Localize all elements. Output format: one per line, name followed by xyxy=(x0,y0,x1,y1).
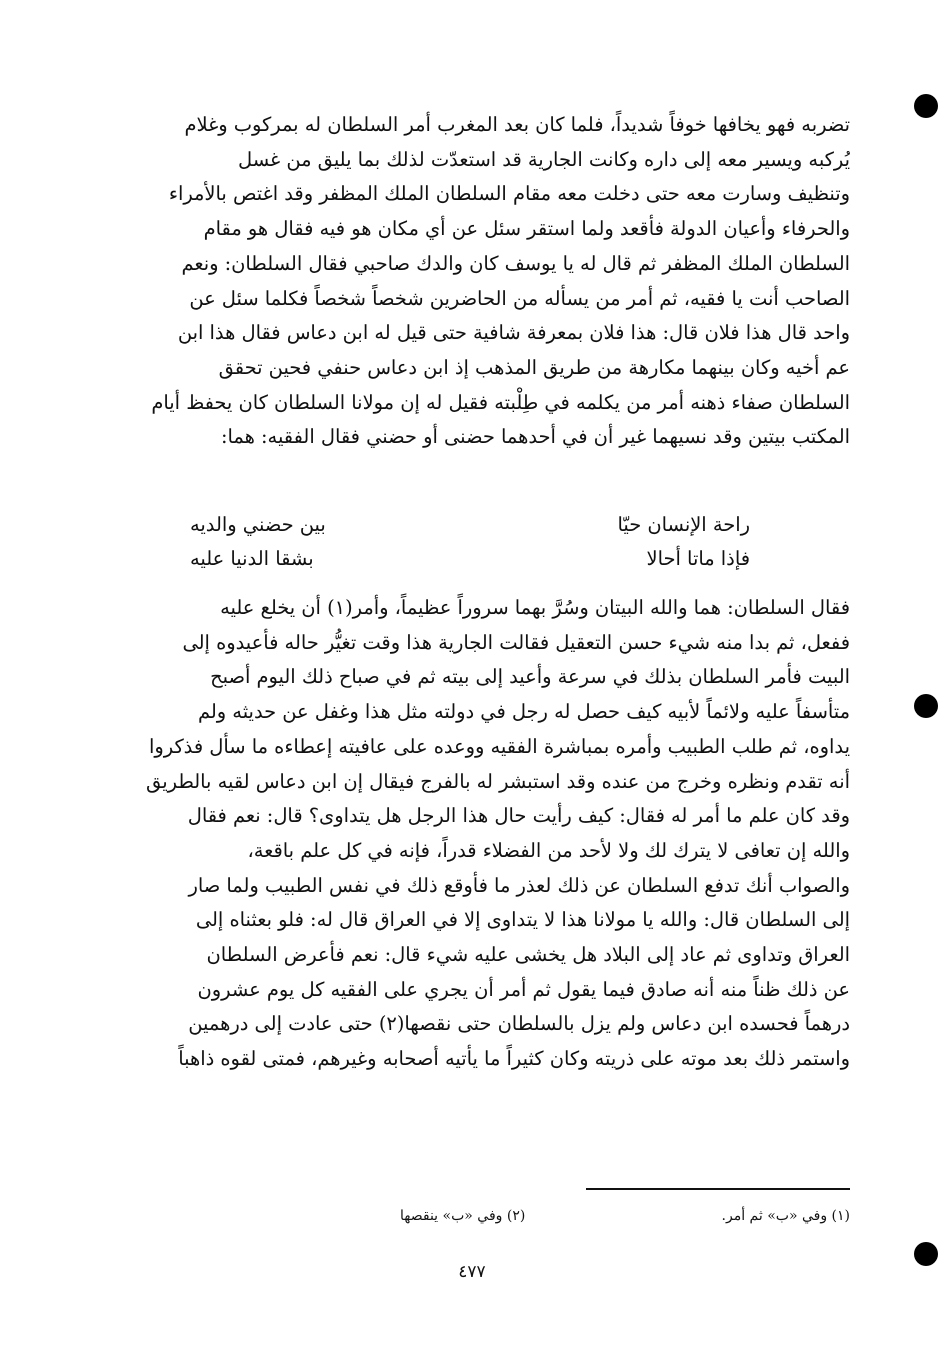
text-line: والحرفاء وأعيان الدولة فأقعد ولما استقر سئل عن أي مكان هو فيه فقال هو مقام xyxy=(203,217,850,241)
verse-second-hemistich: بين حضني والديه xyxy=(190,513,326,536)
verse-first-hemistich: فإذا ماتا أحالا xyxy=(646,547,750,570)
punch-hole-middle xyxy=(914,694,938,718)
punch-hole-top xyxy=(914,94,938,118)
footnotes xyxy=(400,1208,850,1224)
text-line: المكتب بيتين وقد نسيهما غير أن في أحدهما حضنى أو حضني فقال الفقيه: هما: xyxy=(220,425,850,449)
text-line: وقد كان علم ما أمر له فقال: كيف رأيت حال هذا الرجل هل يتداوى؟ قال: نعم فقال xyxy=(187,804,850,828)
poem-verse xyxy=(190,542,750,576)
footnote-2: (٢) وفي «ب» ينقصها xyxy=(400,1208,526,1224)
text-line: يداوه، ثم طلب الطبيب وأمره بمباشرة الفقيه ووعده على عافيته إعطاءه ما سأل فذكروا xyxy=(149,734,850,758)
text-line: السلطان صفاء ذهنه أمر من يكلمه في طِلْبته فقيل له إن مولانا السلطان كان يحفظ أيام xyxy=(151,390,850,414)
text-line: والله إن تعافى لا يترك لك ولا لأحد من الفضلاء قدراً، فإنه في كل علم باقعة، xyxy=(247,838,850,862)
poem-verses xyxy=(190,508,750,576)
text-line: العراق وتداوى ثم عاد إلى البلاد هل يخشى عليه شيء قال: نعم فأعرض السلطان xyxy=(206,943,850,967)
verse-first-hemistich: راحة الإنسان حيّا xyxy=(617,513,750,536)
text-line: الصاحب أنت يا فقيه، ثم أمر من يسأله من الحاضرين شخصاً شخصاً فكلما سئل عن xyxy=(189,286,850,310)
text-line: أنه تقدم ونظره وخرج من عنده وقد استبشر له بالفرج فيقال إن ابن دعاس لقيه بالطريق xyxy=(146,769,850,793)
text-line: متأسفاً عليه ولائماً لأبيه كيف حصل له رجل في دولته مثل هذا وغفل عن حديثه ولم xyxy=(197,700,850,724)
poem-verse xyxy=(190,508,750,542)
page-number: ٤٧٧ xyxy=(458,1262,486,1282)
text-line: وتنظيف وسارت معه حتى دخلت معه مقام السلطان الملك المظفر وقد اغتص بالأمراء xyxy=(168,182,850,206)
text-line: درهماً فحسده ابن دعاس ولم يزل بالسلطان حتى نقصها(٢) حتى عادت إلى درهمين xyxy=(188,1012,850,1036)
paragraph-2 xyxy=(86,591,850,1077)
text-line: عم أخيه وكان بينهما مكارهة من طريق المذهب إذ ابن دعاس حنفي فحين تحقق xyxy=(218,355,850,379)
text-line: عن ذلك ظناً منه أنه صادق فيما يقول ثم أمر أن يجري على الفقيه كل يوم عشرون xyxy=(197,977,850,1001)
footnote-divider xyxy=(586,1188,850,1190)
text-line: واحد قال هذا فلان قال: هذا فلان بمعرفة شافية حتى قيل له ابن دعاس فقال هذا ابن xyxy=(177,321,850,345)
text-line: ففعل، ثم بدا منه شيء حسن التعقيل فقالت الجارية هذا وقت تغيُّر حاله فأعيدوه إلى xyxy=(182,630,850,654)
text-line: والصواب أنك تدفع السلطان عن ذلك لعذر ما فأوقع ذلك في نفس الطبيب ولما صار xyxy=(188,873,850,897)
text-line: تضربه فهو يخافها خوفاً شديداً، فلما كان بعد المغرب أمر السلطان له بمركوب وغلام xyxy=(184,113,850,136)
text-line: السلطان الملك المظفر ثم قال له يا يوسف كان والدك صاحبي فقال السلطان: ونعم xyxy=(181,251,850,275)
text-line: إلى السلطان قال: والله يا مولانا هذا لا يتداوى إلا في العراق قال له: فلو بعثناه إلى xyxy=(195,908,850,932)
text-line: البيت فأمر السلطان بذلك في سرعة وأعيد إلى بيته ثم في صباح ذلك اليوم أصبح xyxy=(210,665,850,689)
text-line: يُركبه ويسير معه إلى داره وكانت الجارية قد استعدّت لذلك بما يليق من غسل xyxy=(238,147,850,171)
paragraph-1 xyxy=(86,108,850,455)
text-line: فقال السلطان: هما والله البيتان وسُرَّ بهما سروراً عظيماً، وأمر(١) أن يخلع عليه xyxy=(220,596,850,619)
text-line: واستمر ذلك بعد موته على ذريته وكان كثيراً ما يأتيه أصحابه وغيرهم، فمتى لقوه ذاهباً xyxy=(178,1047,850,1071)
verse-second-hemistich: بشقا الدنيا عليه xyxy=(190,547,314,570)
footnote-1: (١) وفي «ب» ثم أمر. xyxy=(721,1208,850,1224)
